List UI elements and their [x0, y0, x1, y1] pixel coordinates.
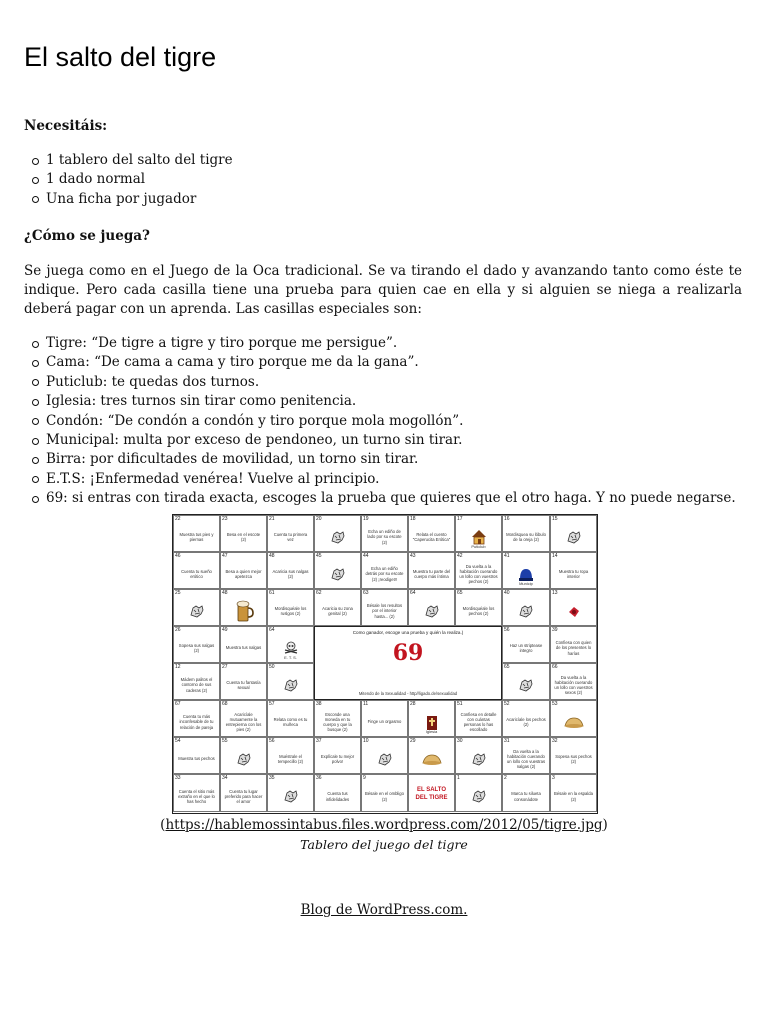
cell-text: Esconde una moneda en tu cuerpo y que la busque (2) — [323, 711, 352, 733]
list-item: Una ficha por jugador — [32, 190, 233, 209]
cell-number: 21 — [269, 516, 275, 522]
board-cell — [455, 589, 502, 626]
board-cell — [267, 737, 314, 774]
cell-text: Bésale los resultos por el interior hasta... (2) — [366, 603, 403, 619]
cell-icon-label: Puticlub — [471, 544, 486, 549]
cell-text: Muestra tus pechos — [178, 756, 215, 762]
cell-text: Muestra tus pies y piernas — [179, 531, 214, 542]
cell-text: Finge un orgasmo — [367, 719, 402, 725]
cell-text: Cuenta tus infidelidades — [325, 791, 350, 802]
cell-text: Besa en el escote (2) — [226, 531, 261, 542]
cell-number: 19 — [363, 516, 369, 522]
cell-text: Acaricíale los pechos (2) — [506, 716, 546, 727]
cell-text: Acaricia su zona genital (2) — [322, 605, 353, 616]
cell-number: 67 — [175, 701, 181, 707]
cell-number: 34 — [222, 775, 228, 781]
board-cell — [550, 589, 597, 626]
cell-icon-label: Municip — [519, 581, 533, 586]
cell-number: 17 — [457, 516, 463, 522]
how-heading: ¿Cómo se juega? — [24, 228, 150, 244]
board-cell — [314, 700, 361, 737]
cell-number: 10 — [363, 738, 369, 744]
needs-list — [32, 151, 233, 209]
list-item: E.T.S: ¡Enfermedad venérea! Vuelve al principio. — [32, 470, 736, 489]
list-item: Iglesia: tres turnos sin tirar como penitencia. — [32, 392, 736, 411]
cell-number: 56 — [269, 738, 275, 744]
tiger-icon — [456, 745, 501, 772]
cell-number: 39 — [552, 627, 558, 633]
cell-number: 38 — [316, 701, 322, 707]
board-cell — [220, 626, 267, 663]
cell-number: 68 — [222, 701, 228, 707]
cell-text: Da vuelta a la habitación cuerando un lollo con vuestros pechos (2) — [459, 563, 498, 585]
board-cell — [408, 737, 455, 774]
list-item: Condón: “De condón a condón y tiro porque mola mogollón”. — [32, 412, 736, 431]
center-69-number: 69 — [392, 640, 424, 666]
cell-number: 20 — [316, 516, 322, 522]
cell-text: Sopesa sus pechos (2) — [555, 753, 592, 764]
board-cell — [173, 700, 220, 737]
cell-text: Bésale en el ombligo (2) — [365, 791, 404, 802]
tiger-icon — [456, 782, 501, 810]
cell-text: Muestra tu parte del cuerpo más íntima — [412, 568, 451, 579]
cell-number: 3 — [552, 775, 555, 781]
cell-number: 65 — [457, 590, 463, 596]
board-cell — [314, 737, 361, 774]
condom-icon — [409, 745, 454, 772]
cell-text: Cuenta tu fantasía sexual — [226, 679, 261, 690]
cell-text: Mádem palitos el contorno de sus caderas (2) — [180, 677, 213, 693]
board-cell — [502, 774, 550, 812]
tiger-icon — [409, 597, 454, 624]
board-cell — [220, 774, 267, 812]
cell-number: 2 — [504, 775, 507, 781]
condom-packet-icon — [551, 597, 596, 624]
cell-number: 13 — [552, 590, 558, 596]
logo-line: EL SALTO — [416, 786, 446, 793]
cell-number: 47 — [222, 553, 228, 559]
tiger-icon — [362, 745, 407, 772]
board-cell — [314, 552, 361, 589]
board-cell — [220, 700, 267, 737]
board-cell — [502, 737, 550, 774]
needs-heading: Necesitáis: — [24, 118, 108, 134]
how-paragraph: Se juega como en el Juego de la Oca tradicional. Se va tirando el dado y avanzando tanto como éste te indique. Pero cada casilla tiene una prueba para quien cae en ella y si alguien se niega a realizarla deberá pagar con un aprenda. Las casillas especiales son: — [24, 263, 742, 317]
list-item: Tigre: “De tigre a tigre y tiro porque me persigue”. — [32, 334, 736, 353]
list-item: 69: si entras con tirada exacta, escoges la prueba que quieres que el otro haga. Y no puede negarse. — [32, 489, 736, 508]
board-cell — [502, 552, 550, 589]
cell-number: 18 — [410, 516, 416, 522]
cell-number: 25 — [175, 590, 181, 596]
board-cell — [267, 663, 314, 700]
cell-text: Cuenta tu lugar preferido para hacer el amor — [224, 788, 263, 805]
cell-icon-label: Iglesia — [425, 729, 438, 734]
cell-number: 15 — [552, 516, 558, 522]
source-link[interactable]: https://hablemossintabus.files.wordpress.com/2012/05/tigre.jpg — [165, 817, 603, 833]
board-cell — [550, 737, 597, 774]
cell-number: 48 — [222, 590, 228, 596]
board-cell — [550, 774, 597, 812]
cell-number: 57 — [269, 701, 275, 707]
tiger-icon — [174, 597, 219, 624]
cell-text: Mordisquéale los ruslgos (2) — [274, 605, 307, 616]
board-cell — [314, 774, 361, 812]
cell-text: Echa un ediño detrás por su escote (2) ¡reodiget!! — [365, 566, 404, 582]
board-cell — [408, 774, 455, 812]
cell-number: 45 — [316, 553, 322, 559]
board-cell — [455, 552, 502, 589]
cell-text: Acaricíale mutuamente la entrepierna con los pies (2) — [225, 711, 262, 733]
board-cell — [173, 663, 220, 700]
wordpress-blog-link[interactable]: Blog de WordPress.com. — [300, 902, 468, 918]
cell-number: 30 — [457, 738, 463, 744]
footer — [0, 902, 768, 918]
board-cell — [550, 663, 597, 700]
cell-number: 49 — [222, 627, 228, 633]
board-cell — [173, 626, 220, 663]
board-cell — [550, 626, 597, 663]
cell-number: 46 — [175, 553, 181, 559]
board-cell — [267, 589, 314, 626]
board-cell — [220, 515, 267, 552]
board-cell — [361, 552, 408, 589]
board-cell — [173, 774, 220, 812]
board-cell — [173, 737, 220, 774]
cell-text: Relata el cuento "Caperucita Erótica" — [412, 531, 451, 542]
game-board-image — [172, 514, 598, 814]
cell-number: 9 — [363, 775, 366, 781]
board-cell — [455, 737, 502, 774]
cell-number: 48 — [269, 553, 275, 559]
cell-text: Cuenta tu sueño erótico — [181, 568, 212, 579]
board-cell — [361, 737, 408, 774]
board-cell — [173, 515, 220, 552]
tiger-icon — [503, 671, 549, 698]
board-cell — [267, 515, 314, 552]
board-cell — [220, 589, 267, 626]
special-list — [32, 334, 736, 509]
cell-text: Bésale en la espalda (2) — [554, 791, 593, 802]
cell-text: Acaricia sus nalgas (2) — [272, 568, 309, 579]
cell-text: Muestra tus nalgas — [225, 645, 262, 651]
board-cell — [550, 552, 597, 589]
cell-text: Haz un striptease integro — [509, 642, 543, 653]
board-cell — [267, 552, 314, 589]
cell-text: Muéstrale el tempecillo (2) — [277, 753, 304, 764]
cell-icon-label: E. T. S. — [284, 655, 297, 660]
cell-number: 16 — [504, 516, 510, 522]
board-cell — [408, 700, 455, 737]
cell-text: Muestra tu ropa interior — [558, 568, 589, 579]
cell-text: Sopesa sus nalgas (2) — [178, 642, 215, 653]
cell-text: Explícale tu mejor polvo! — [320, 753, 355, 764]
cell-text: Cuenta tu más inconfesable de tu relación de pareja — [179, 714, 214, 730]
list-item: Cama: “De cama a cama y tiro porque me da la gana”. — [32, 353, 736, 372]
board-cell — [455, 700, 502, 737]
cell-text: Mordisquéale los pechos (2) — [462, 605, 495, 616]
cell-number: 64 — [410, 590, 416, 596]
cell-number: 50 — [269, 664, 275, 670]
tiger-icon — [221, 745, 266, 772]
cell-number: 64 — [269, 627, 275, 633]
cell-text: Cuenta el sitio más extraño en el que lo has hecho — [178, 788, 215, 805]
list-item: Birra: por dificultades de movilidad, un torno sin tirar. — [32, 450, 736, 469]
board-cell — [314, 589, 361, 626]
board-cell — [550, 700, 597, 737]
board-cell — [314, 515, 361, 552]
tiger-icon — [268, 671, 313, 698]
beer-mug-icon — [221, 597, 266, 624]
condom-icon — [551, 708, 596, 735]
board-cell — [173, 552, 220, 589]
tiger-icon — [268, 782, 313, 810]
cell-number: 65 — [504, 664, 510, 670]
board-cell — [502, 626, 550, 663]
board-cell — [408, 552, 455, 589]
cell-number: 62 — [316, 590, 322, 596]
board-cell — [267, 774, 314, 812]
board-center-69 — [314, 626, 502, 700]
cell-text: Relata como es tu muñeca — [273, 716, 308, 727]
cell-text: Da vuelta a la habitación cuerando un lollo con vuestras nalgas (2) — [506, 748, 546, 770]
cell-text: Cuenta tu primera vez — [273, 531, 308, 542]
cell-text: Confiesa en detalle con cuántas personas lo has escollado — [460, 711, 497, 733]
cell-number: 31 — [504, 738, 510, 744]
cell-text: Confiesa con quien de los presentes lo harías — [555, 640, 592, 656]
cell-number: 41 — [504, 553, 510, 559]
tiger-icon — [315, 523, 360, 550]
cell-number: 42 — [457, 553, 463, 559]
cell-number: 33 — [175, 775, 181, 781]
page-title: El salto del tigre — [24, 42, 217, 72]
cell-number: 1 — [457, 775, 460, 781]
cell-text: Marca tu silueta consonádote — [511, 791, 541, 802]
cell-number: 37 — [316, 738, 322, 744]
logo-line: DEL TIGRE — [415, 794, 448, 801]
board-cell — [220, 663, 267, 700]
cell-number: 53 — [552, 701, 558, 707]
center-bottom-text: Mitendo de la Sexualidad - http//ligado.de/sexualidad — [358, 691, 458, 696]
tiger-icon — [315, 560, 360, 587]
cell-number: 56 — [504, 627, 510, 633]
list-item: 1 tablero del salto del tigre — [32, 151, 233, 170]
cell-number: 11 — [363, 701, 369, 707]
cell-number: 52 — [504, 701, 510, 707]
tiger-icon — [503, 597, 549, 624]
cell-number: 29 — [410, 738, 416, 744]
cell-number: 12 — [175, 664, 181, 670]
cell-number: 54 — [175, 738, 181, 744]
tiger-icon — [551, 523, 596, 550]
board-cell — [408, 589, 455, 626]
center-top-text: Como ganador, escoge una prueba y quién la realiza.) — [352, 630, 464, 635]
board-cell — [502, 700, 550, 737]
board-cell — [220, 552, 267, 589]
image-source: (https://hablemossintabus.files.wordpress.com/2012/05/tigre.jpg) — [160, 817, 608, 833]
cell-number: 43 — [410, 553, 416, 559]
cell-text: Mordisquea su lóbulo de la oreja (2) — [506, 531, 546, 542]
cell-text: Echa un ediño de lado por su escote (2) — [367, 529, 402, 545]
cell-number: 27 — [222, 664, 228, 670]
cell-text: Da vuelta a la habitación cuerando un lollo con vuestros sexos (2) — [554, 674, 593, 696]
cell-number: 22 — [175, 516, 181, 522]
board-cell — [267, 626, 314, 663]
cell-number: 44 — [363, 553, 369, 559]
cell-number: 51 — [457, 701, 463, 707]
cell-number: 14 — [552, 553, 558, 559]
cell-number: 55 — [222, 738, 228, 744]
cell-number: 36 — [316, 775, 322, 781]
cell-number: 40 — [504, 590, 510, 596]
board-cell — [502, 515, 550, 552]
board-cell — [455, 774, 502, 812]
cell-number: 66 — [552, 664, 558, 670]
board-cell — [550, 515, 597, 552]
cell-number: 28 — [410, 701, 416, 707]
cell-number: 32 — [552, 738, 558, 744]
cell-text: Besa a quien mejor apetezca — [225, 568, 262, 579]
cell-number: 26 — [175, 627, 181, 633]
board-cell — [361, 515, 408, 552]
board-cell — [173, 589, 220, 626]
list-item: 1 dado normal — [32, 170, 233, 189]
board-cell — [361, 700, 408, 737]
image-caption: Tablero del juego del tigre — [300, 837, 468, 852]
board-cell — [361, 774, 408, 812]
board-cell — [408, 515, 455, 552]
cell-number: 63 — [363, 590, 369, 596]
list-item: Puticlub: te quedas dos turnos. — [32, 373, 736, 392]
board-cell — [502, 589, 550, 626]
cell-number: 35 — [269, 775, 275, 781]
board-cell — [502, 663, 550, 700]
list-item: Municipal: multa por exceso de pendoneo, un turno sin tirar. — [32, 431, 736, 450]
cell-number: 23 — [222, 516, 228, 522]
board-cell — [361, 589, 408, 626]
board-cell — [267, 700, 314, 737]
board-logo — [412, 778, 451, 809]
board-cell — [455, 515, 502, 552]
board-cell — [220, 737, 267, 774]
cell-number: 61 — [269, 590, 275, 596]
